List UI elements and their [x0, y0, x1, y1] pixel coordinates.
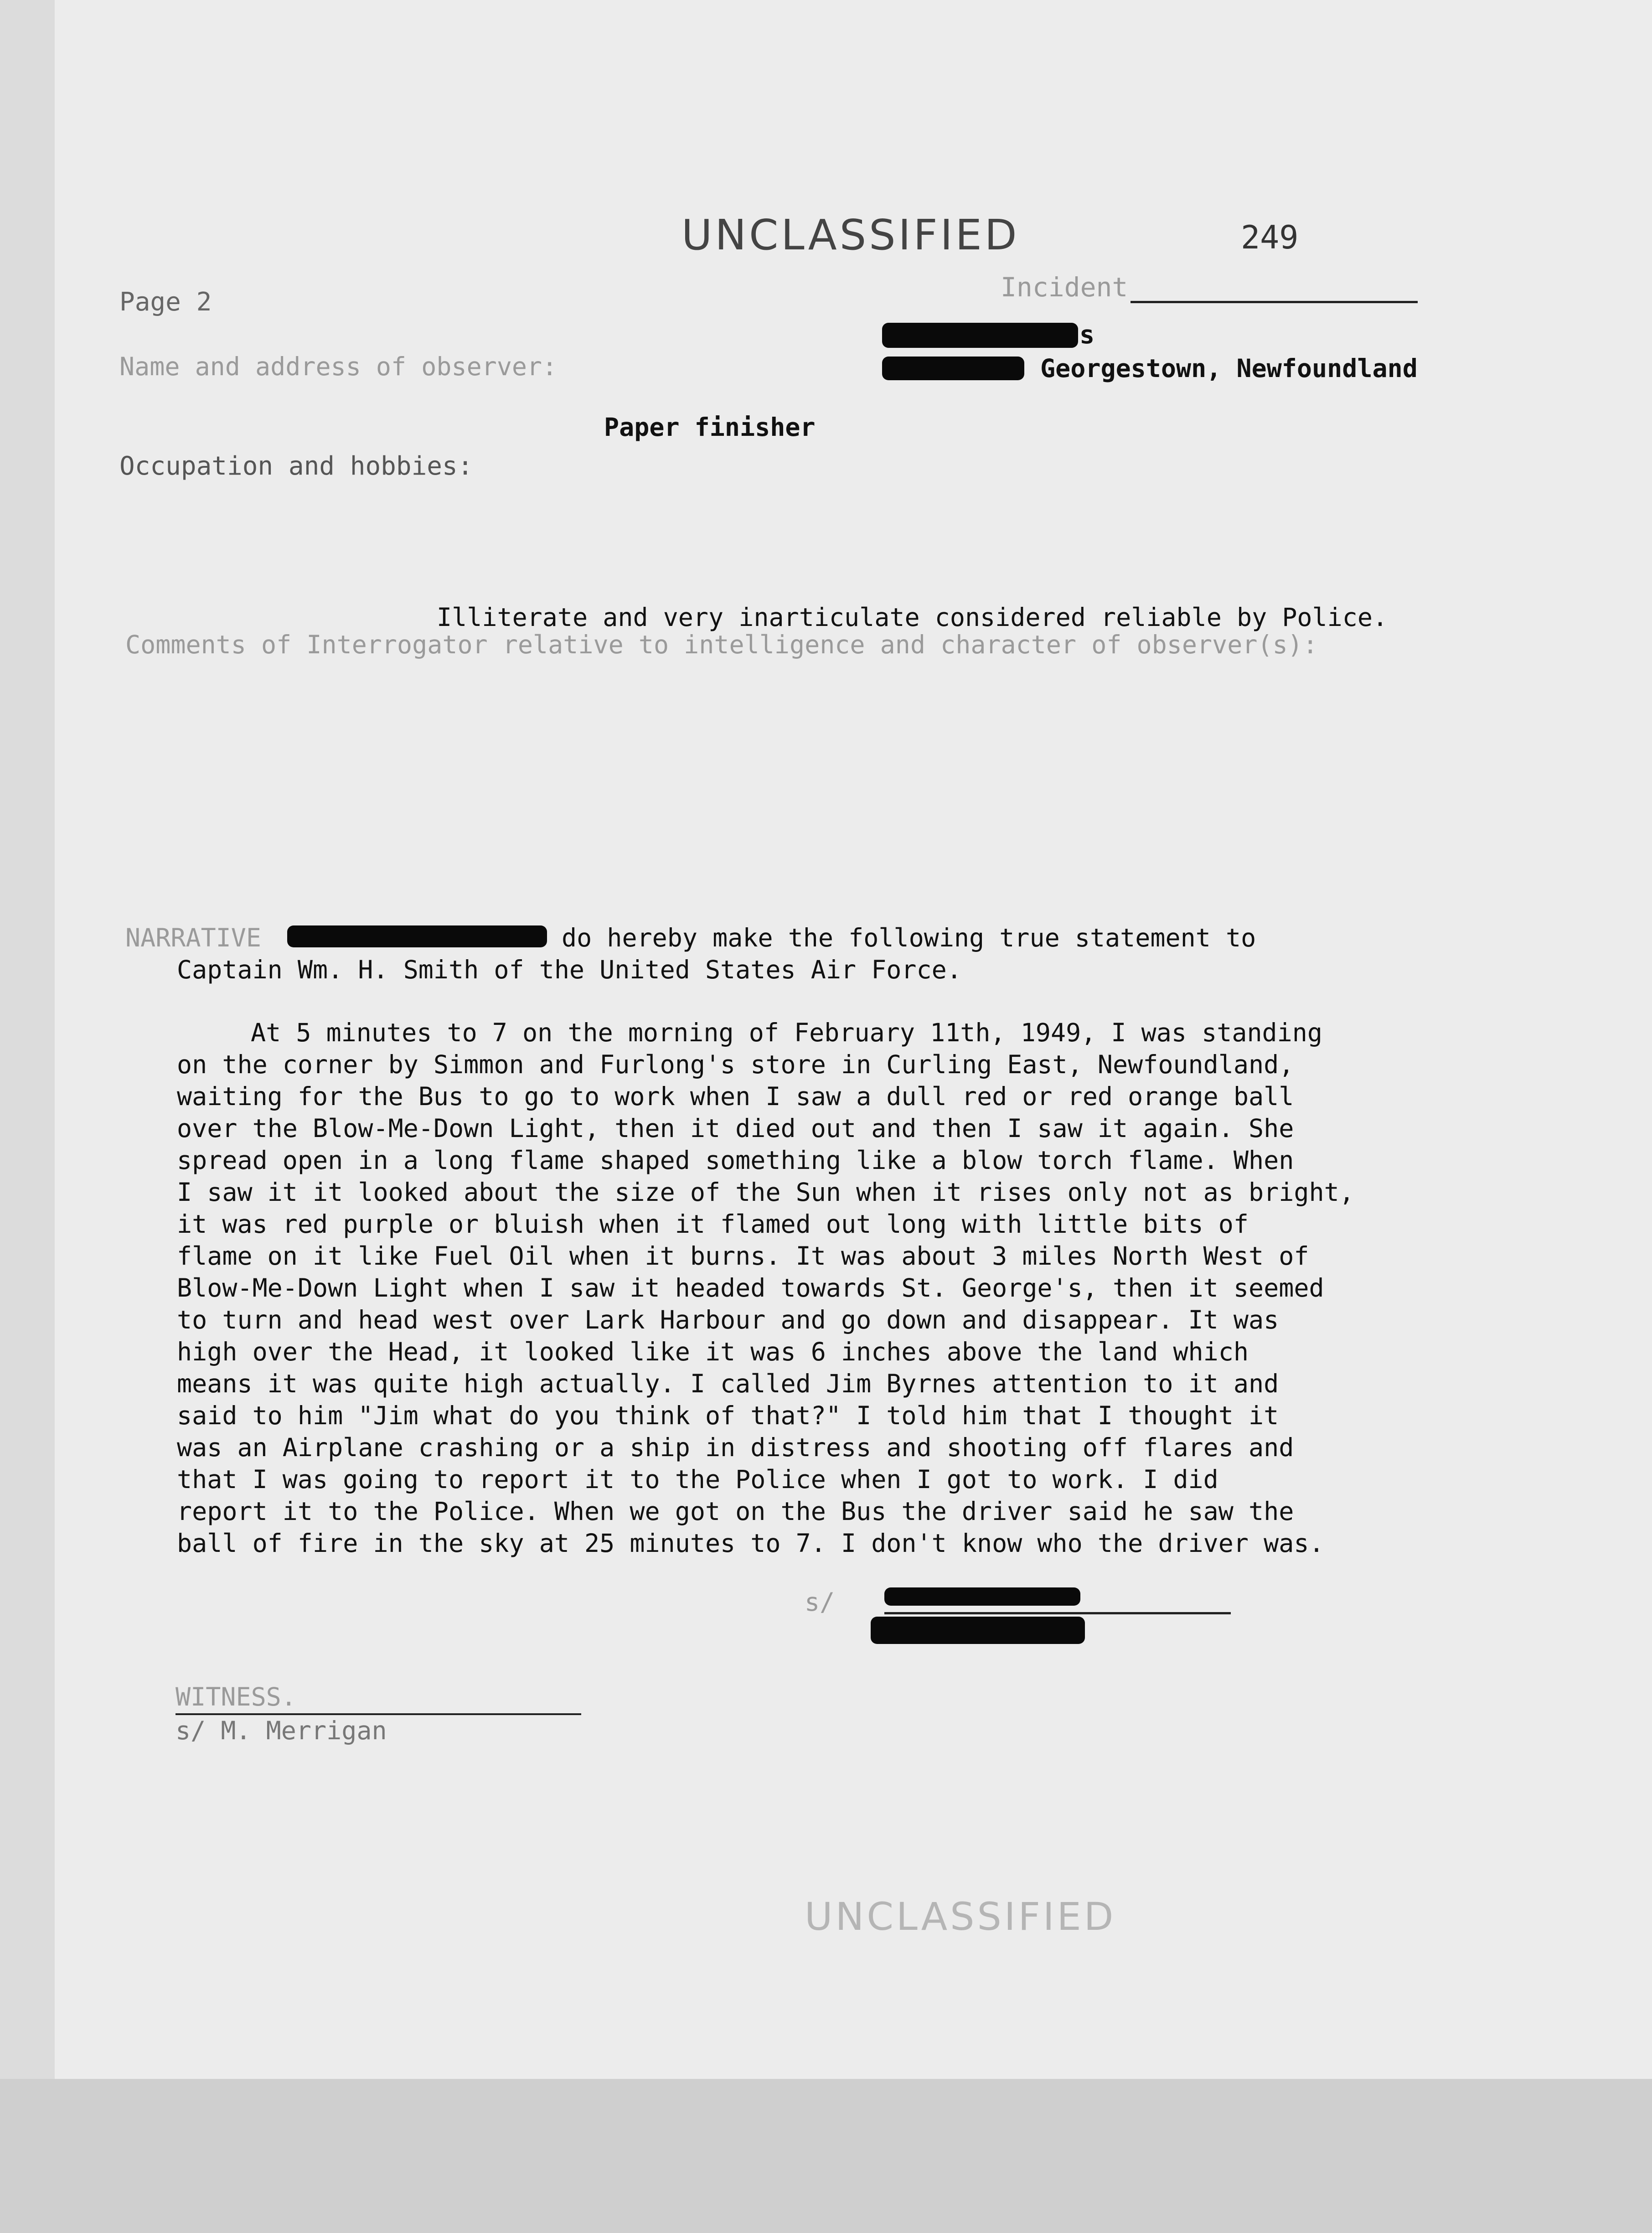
classification-stamp-top: UNCLASSIFIED	[681, 211, 1020, 259]
occupation-value: Paper finisher	[604, 413, 816, 442]
narrative-line: it was red purple or bluish when it flamed out long with little bits of	[177, 1210, 1249, 1239]
narrative-line: means it was quite high actually. I called Jim Byrnes attention to it and	[177, 1369, 1279, 1398]
narrative-intro-rest: do hereby make the following true statement to	[562, 923, 1256, 952]
narrative-line: Blow-Me-Down Light when I saw it headed towards St. George's, then it seemed	[177, 1273, 1324, 1303]
narrative-line: was an Airplane crashing or a ship in distress and shooting off flares and	[177, 1433, 1294, 1462]
narrative-line: on the corner by Simmon and Furlong's store in Curling East, Newfoundland,	[177, 1050, 1294, 1079]
occupation-label: Occupation and hobbies:	[119, 451, 473, 481]
incident-line	[1131, 301, 1418, 303]
observer-location: Georgestown, Newfoundland	[1040, 354, 1418, 383]
document-number: 249	[1241, 219, 1299, 256]
signature-line	[884, 1612, 1231, 1614]
redaction-signature-1	[884, 1587, 1080, 1606]
narrative-line: I saw it it looked about the size of the Sun when it rises only not as bright,	[177, 1178, 1354, 1207]
signature-prefix: s/	[805, 1587, 835, 1617]
narrative-line: that I was going to report it to the Police when I got to work. I did	[177, 1465, 1218, 1494]
witness-signature: s/ M. Merrigan	[176, 1716, 387, 1745]
narrative-line: high over the Head, it looked like it was 6 inches above the land which	[177, 1337, 1249, 1366]
witness-line	[176, 1713, 581, 1715]
scan-margin	[0, 2079, 1652, 2233]
interrogator-comment: Illiterate and very inarticulate considered reliable by Police.	[437, 603, 1388, 632]
observer-name-suffix: s	[1079, 320, 1095, 349]
narrative-line: flame on it like Fuel Oil when it burns. It was about 3 miles North West of	[177, 1241, 1309, 1271]
narrative-line: At 5 minutes to 7 on the morning of February 11th, 1949, I was standing	[251, 1018, 1323, 1047]
narrative-line: over the Blow-Me-Down Light, then it died out and then I saw it again. She	[177, 1114, 1294, 1143]
narrative-line: to turn and head west over Lark Harbour and go down and disappear. It was	[177, 1305, 1279, 1334]
redaction-signature-2	[871, 1617, 1085, 1644]
narrative-intro-captain: Captain Wm. H. Smith of the United States Air Force.	[177, 955, 962, 984]
classification-stamp-bottom: UNCLASSIFIED	[805, 1894, 1116, 1939]
narrative-line: waiting for the Bus to go to work when I saw a dull red or red orange ball	[177, 1082, 1294, 1111]
narrative-line: ball of fire in the sky at 25 minutes to 7. I don't know who the driver was.	[177, 1529, 1324, 1558]
narrative-line: report it to the Police. When we got on the Bus the driver said he saw the	[177, 1497, 1294, 1526]
name-address-label: Name and address of observer:	[119, 352, 558, 381]
redaction-address	[882, 357, 1024, 380]
narrative-line: spread open in a long flame shaped something like a blow torch flame. When	[177, 1146, 1294, 1175]
incident-label: Incident	[1001, 272, 1128, 303]
comments-label: Comments of Interrogator relative to intelligence and character of observer(s):	[125, 630, 1318, 659]
redaction-narrative-name	[287, 925, 547, 947]
narrative-line: said to him "Jim what do you think of that?" I told him that I thought it	[177, 1401, 1279, 1430]
witness-label: WITNESS.	[176, 1682, 296, 1711]
redaction-name	[882, 323, 1078, 348]
narrative-label: NARRATIVE	[125, 923, 262, 952]
page-label: Page 2	[119, 287, 212, 317]
